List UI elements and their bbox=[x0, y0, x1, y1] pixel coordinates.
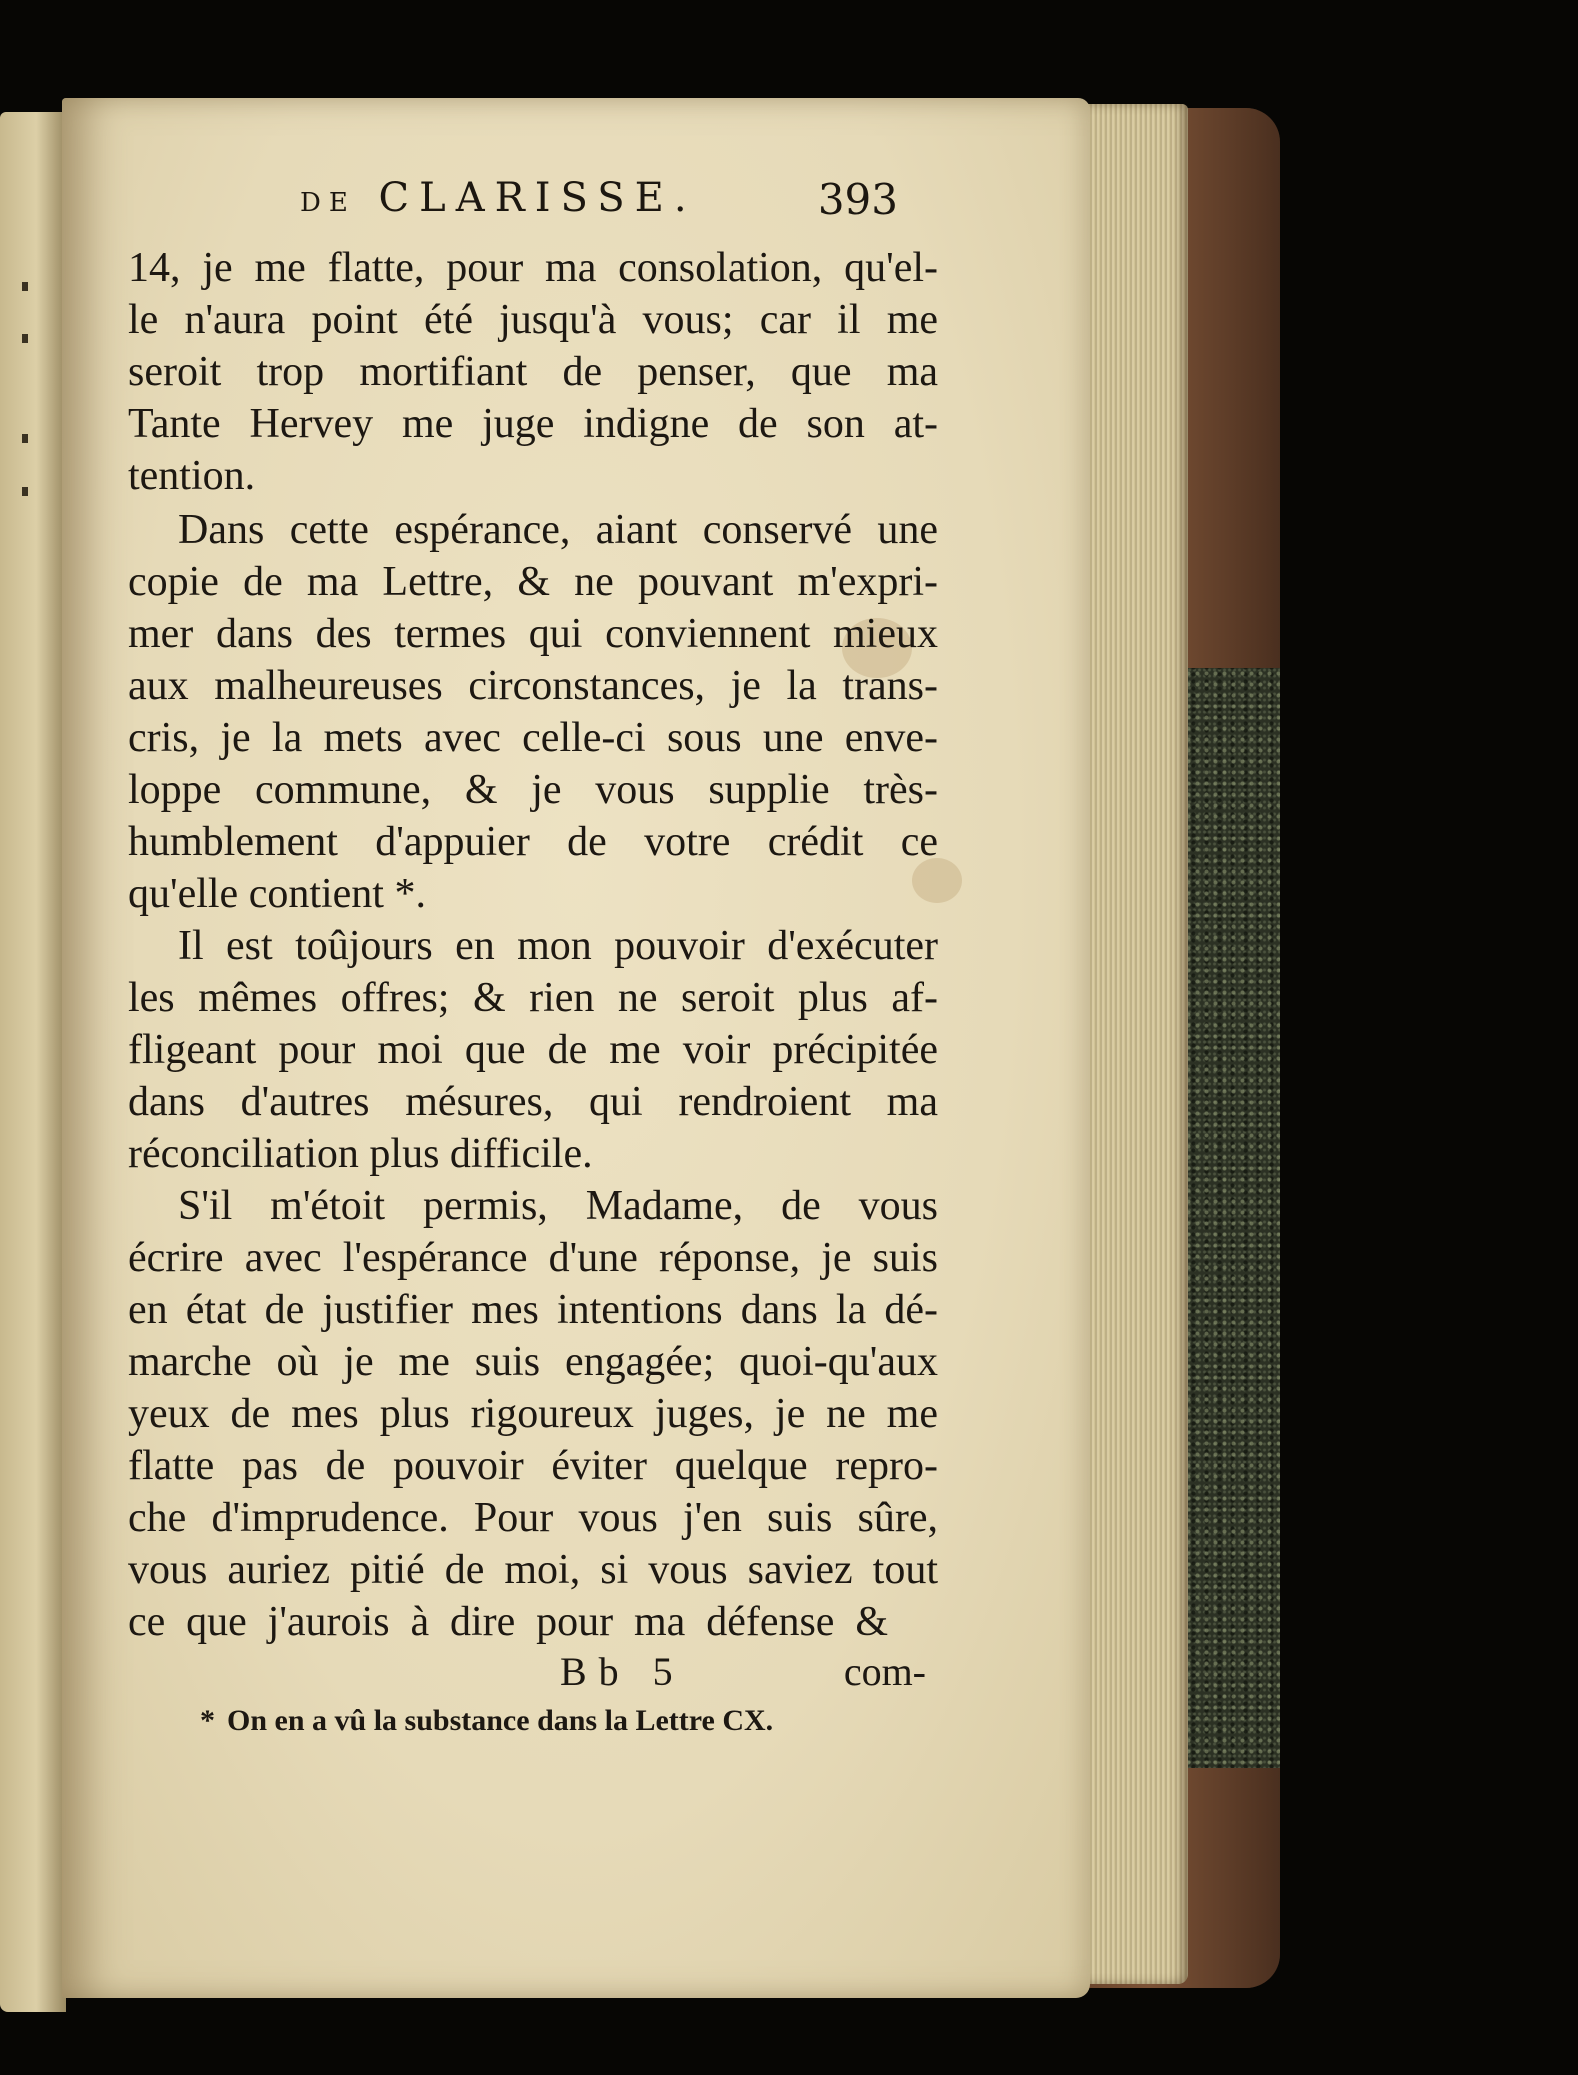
running-head bbox=[300, 175, 910, 235]
text-line: fligeant pour moi que de me voir précipitée bbox=[128, 1027, 938, 1073]
text-line: che d'imprudence. Pour vous j'en suis sûre, bbox=[128, 1495, 938, 1541]
text-line: mer dans des termes qui conviennent mieux bbox=[128, 611, 938, 657]
text-line: yeux de mes plus rigoureux juges, je ne me bbox=[128, 1391, 938, 1437]
text-line: vous auriez pitié de moi, si vous saviez tout bbox=[128, 1547, 938, 1593]
text-line: tention. bbox=[128, 453, 256, 499]
text-line: S'il m'étoit permis, Madame, de vous bbox=[178, 1183, 938, 1229]
left-page-ink-mark bbox=[22, 487, 28, 496]
text-line: réconciliation plus difficile. bbox=[128, 1131, 593, 1177]
left-page-ink-mark bbox=[22, 334, 28, 343]
text-line: humblement d'appuier de votre crédit ce bbox=[128, 819, 938, 865]
left-page-ink-mark bbox=[22, 434, 28, 443]
running-head-word: CLARISSE. bbox=[378, 175, 697, 221]
text-line: ce que j'aurois à dire pour ma défense & bbox=[128, 1599, 888, 1645]
footnote-text: On en a vû la substance dans la Lettre CX. bbox=[227, 1704, 774, 1737]
text-line: seroit trop mortifiant de penser, que ma bbox=[128, 349, 938, 395]
footnote-marker: * bbox=[200, 1704, 215, 1737]
running-head-word: DE bbox=[300, 188, 356, 218]
text-line: Dans cette espérance, aiant conservé une bbox=[178, 507, 938, 553]
text-line: flatte pas de pouvoir éviter quelque repro- bbox=[128, 1443, 938, 1489]
text-line: le n'aura point été jusqu'à vous; car il me bbox=[128, 297, 938, 343]
text-line: copie de ma Lettre, & ne pouvant m'expri- bbox=[128, 559, 938, 605]
text-line: loppe commune, & je vous supplie très- bbox=[128, 767, 938, 813]
text-line: en état de justifier mes intentions dans la dé- bbox=[128, 1287, 938, 1333]
catchword: com- bbox=[843, 1649, 926, 1694]
text-line: dans d'autres mésures, qui rendroient ma bbox=[128, 1079, 938, 1125]
signature-mark: Bb 5 bbox=[560, 1649, 685, 1694]
text-line: Tante Hervey me juge indigne de son at- bbox=[128, 401, 938, 447]
text-line: aux malheureuses circonstances, je la trans- bbox=[128, 663, 938, 709]
text-line: écrire avec l'espérance d'une réponse, je suis bbox=[128, 1235, 938, 1281]
left-page-ink-mark bbox=[22, 282, 28, 291]
text-line: Il est toûjours en mon pouvoir d'exécuter bbox=[178, 923, 938, 969]
text-line: les mêmes offres; & rien ne seroit plus af- bbox=[128, 975, 938, 1021]
text-line: marche où je me suis engagée; quoi-qu'aux bbox=[128, 1339, 938, 1385]
page-number: 393 bbox=[817, 175, 898, 224]
text-line: qu'elle contient *. bbox=[128, 871, 426, 917]
text-line: cris, je la mets avec celle-ci sous une enve- bbox=[128, 715, 938, 761]
running-head-title bbox=[300, 175, 697, 221]
footnote bbox=[200, 1704, 773, 1738]
text-line: 14, je me flatte, pour ma consolation, qu'el- bbox=[128, 245, 938, 291]
left-page-edge bbox=[0, 112, 66, 2012]
